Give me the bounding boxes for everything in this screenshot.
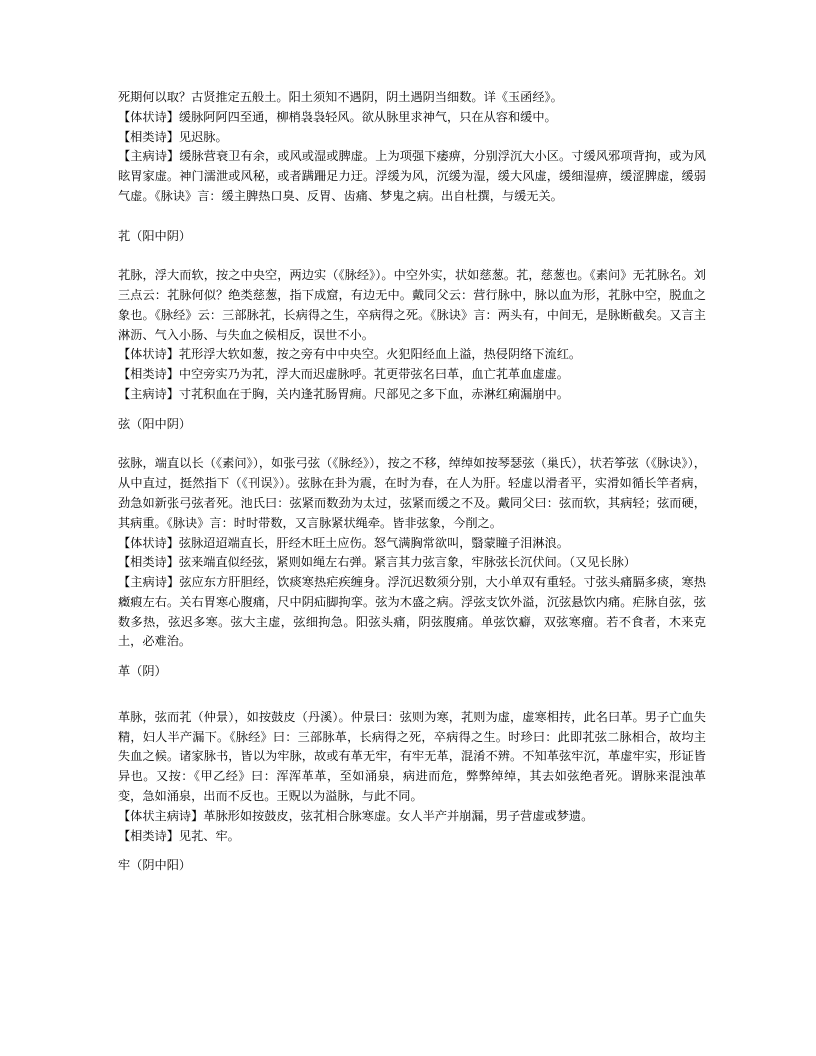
paragraph: 【相类诗】见芤、牢。 — [118, 828, 240, 843]
paragraph: 【相类诗】弦来端直似经弦，紧则如绳左右弹。紧言其力弦言象，牢脉弦长沉伏间。（又见长脉） — [118, 555, 636, 570]
paragraph: 死期何以取？古贤推定五般土。阳土须知不遇阴，阴土遇阴当细数。详《玉函经》。 — [118, 90, 563, 104]
heading-gap — [118, 682, 706, 708]
section-kou — [118, 227, 706, 405]
paragraph: 【主病诗】弦应东方肝胆经，饮痰寒热疟疾缠身。浮沉迟数须分别，大小单双有重轻。寸弦头痛膈多痰，寒热癥瘕左右。关右胃寒心腹痛，尺中阴疝脚拘挛。弦为木盛之病。浮弦支饮外溢，沉弦悬饮内痛。疟脉自弦，弦数多热，弦迟多寒。弦大主虚，弦细拘急。阳弦头痛，阴弦腹痛。单弦饮癖，双弦寒瘤。若不食者，木来克土，必难治。 — [118, 575, 706, 649]
heading-gap — [118, 434, 706, 454]
section-heading-kou: 芤（阳中阴） — [118, 228, 192, 243]
section-gap — [118, 846, 706, 856]
section-ge — [118, 662, 706, 846]
paragraph: 【相类诗】中空旁实乃为芤，浮大而迟虚脉呼。芤更带弦名曰革，血亡芤革血虚虚。 — [118, 367, 569, 382]
paragraph: 【体状诗】弦脉迢迢端直长，肝经木旺土应伤。怒气满胸常欲叫，翳蒙瞳子泪淋浪。 — [118, 535, 569, 550]
section-xian — [118, 415, 706, 652]
paragraph: 【相类诗】见迟脉。 — [118, 129, 228, 144]
document-body — [118, 88, 706, 876]
paragraph: 弦脉，端直以长（《素问》），如张弓弦（《脉经》），按之不移，绰绰如按琴瑟弦（巢氏），状若筝弦（《脉诀》），从中直过，挺然指下（《刊误》）。弦脉在卦为震，在时为春，在人为肝。轻虚以滑者平，实滑如循长竿者病，劲急如新张弓弦者死。池氏曰：弦紧而数劲为太过，弦紧而缓之不及。戴同父曰：弦而软，其病轻；弦而硬，其病重。《脉诀》言：时时带数，又言脉紧状绳牵。皆非弦象，今削之。 — [118, 456, 706, 530]
section-gap — [118, 405, 706, 415]
section-gap — [118, 652, 706, 662]
paragraph: 【主病诗】寸芤积血在于胸，关内逢芤肠胃痈。尺部见之多下血，赤淋红痢漏崩中。 — [118, 386, 569, 401]
section-gap — [118, 207, 706, 227]
heading-gap — [118, 246, 706, 266]
paragraph: 【体状主病诗】革脉形如按鼓皮，弦芤相合脉寒虚。女人半产并崩漏，男子营虚或梦遗。 — [118, 808, 594, 823]
paragraph: 革脉，弦而芤（仲景），如按鼓皮（丹溪）。仲景曰：弦则为寒，芤则为虚，虚寒相抟，此名曰革。男子亡血失精，妇人半产漏下。《脉经》曰：三部脉革，长病得之死，卒病得之生。时珍曰：此即芤弦二脉相合，故均主失血之候。诸家脉书，皆以为牢脉，故或有革无牢，有牢无革，混淆不辨。不知革弦牢沉，革虚牢实，形证皆异也。又按：《甲乙经》曰：浑浑革革，至如涌泉，病进而危，弊弊绰绰，其去如弦绝者死。谓脉来混浊革变，急如涌泉，出而不反也。王贶以为溢脉，与此不同。 — [118, 709, 706, 803]
paragraph: 【主病诗】缓脉营衰卫有余，或风或湿或脾虚。上为项强下痿痹，分别浮沉大小区。寸缓风邪项背拘，或为风眩胃家虚。神门濡泄或风秘，或者蹒跚足力迂。浮缓为风，沉缓为湿，缓大风虚，缓细湿痹，缓涩脾虚，缓弱气虚。《脉诀》言：缓主脾热口臭、反胃、齿痛、梦鬼之病。出自杜撰，与缓无关。 — [118, 149, 706, 203]
section-heading-ge: 革（阴） — [118, 664, 167, 679]
paragraph: 芤脉，浮大而软，按之中央空，两边实（《脉经》）。中空外实，状如慈葱。芤，慈葱也。《素问》无芤脉名。刘三点云：芤脉何似？绝类慈葱，指下成窟，有边无中。戴同父云：营行脉中，脉以血为形，芤脉中空，脱血之象也。《脉经》云：三部脉芤，长病得之生，卒病得之死。《脉诀》言：两头有，中间无，是脉断截矣。又言主淋沥、气入小肠、与失血之候相反，误世不小。 — [118, 268, 706, 342]
paragraph: 【体状诗】缓脉阿阿四至通，柳梢袅袅轻风。欲从脉里求神气，只在从容和缓中。 — [118, 109, 557, 124]
section-heading-lao: 牢（阴中阳） — [118, 858, 192, 873]
section-heading-xian: 弦（阳中阴） — [118, 416, 192, 431]
section-huan — [118, 88, 706, 207]
section-lao — [118, 856, 706, 876]
paragraph: 【体状诗】芤形浮大软如葱，按之旁有中中央空。火犯阳经血上溢，热侵阴络下流红。 — [118, 347, 582, 362]
